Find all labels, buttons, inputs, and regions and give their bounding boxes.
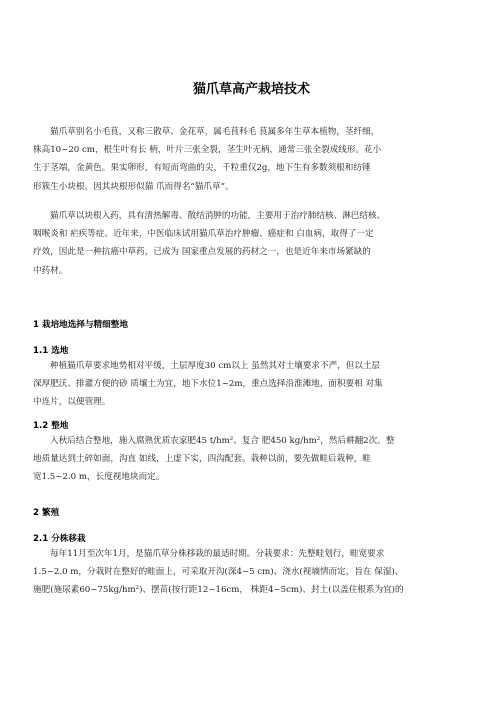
subsection-heading: 2.1 分株移栽 [33, 534, 86, 544]
text-line: 地质量达到土碎如面，沟直 如线，上虚下实，四沟配套。栽种以前，要先做畦后栽种，畦 [33, 454, 371, 465]
text-line: 1.5~2.0 m，分栽时在整好的畦面上，可采取开沟(深4~5 cm)、浇水(视墒情而定，旨在 保湿)、 [33, 567, 404, 578]
text-line: 种植猫爪草要求地势相对平缓，土层厚度30 cm以上 虽然其对土壤要求不严，但以土层 [50, 361, 381, 371]
text-line: 中药材。 [33, 265, 68, 276]
text-line: 宽1.5~2.0 m，长度视地块而定。 [33, 472, 165, 483]
subsection-paragraph [33, 545, 473, 600]
text-line: 施肥(施尿素60~75kg/hm²)、摆苗(按行距12~16cm， 株距4~5cm)、封土(以盖住根系为宜)的 [33, 585, 404, 596]
document-title: 猫爪草高产栽培技术 [192, 82, 310, 97]
text-line: 深厚肥沃、排灌方便的砂 质壤土为宜，地下水位1~2m，重点选择沿淮滩地，面积要相 对集 [33, 379, 383, 390]
text-line: 中连片，以便管理。 [33, 397, 111, 408]
text-line: 咽喉炎和 疟疾等症。近年来，中医临床试用猫爪草治疗肿瘤、癌症和 白血病，取得了一定 [33, 229, 374, 240]
text-line: 生于茎端，金黄色。果实卵形，有短而弯曲的尖，千粒重仅2g，地下生有多数须根和纺锤 [33, 163, 371, 174]
subsection-heading: 1.2 整地 [33, 421, 69, 431]
subsection-paragraph [33, 432, 473, 487]
subsection-heading: 1.1 选地 [33, 346, 69, 356]
text-line: 入秋后结合整地，施入腐熟优质农家肥45 t/hm²、复合 肥450 kg/hm²，然后耕翻2次。整 [50, 436, 395, 446]
text-line: 猫爪草别名小毛茛，又称三散草、金花草，属毛茛科毛 茛属多年生草本植物，茎纤细， [50, 127, 380, 137]
text-line: 每年11月至次年1月，是猫爪草分株移栽的最适时期。分栽要求：先整畦划行，畦宽要求 [50, 549, 385, 559]
text-line: 疗效，因此是一种抗癌中草药，已成为 国家重点发展的药材之一，也是近年来市场紧缺的 [33, 247, 371, 258]
subsection-paragraph [33, 357, 473, 412]
intro-paragraph-2 [33, 207, 473, 280]
section-heading: 1 栽培地选择与精细整地 [33, 320, 128, 330]
text-line: 株高10~20 cm，根生叶有长 柄，叶片三张全裂，茎生叶无柄，通常三张全裂成线形。花小 [33, 145, 382, 156]
intro-paragraph-1 [33, 123, 473, 196]
text-line: 猫爪草以块根入药，具有清热解毒、散结消肿的功能，主要用于治疗肺结核、淋巴结核、 [50, 211, 386, 221]
text-line: 形簇生小块根，因其块根形似猫 爪而得名“猫爪草”。 [33, 181, 234, 192]
section-heading: 2 繁殖 [33, 508, 60, 518]
